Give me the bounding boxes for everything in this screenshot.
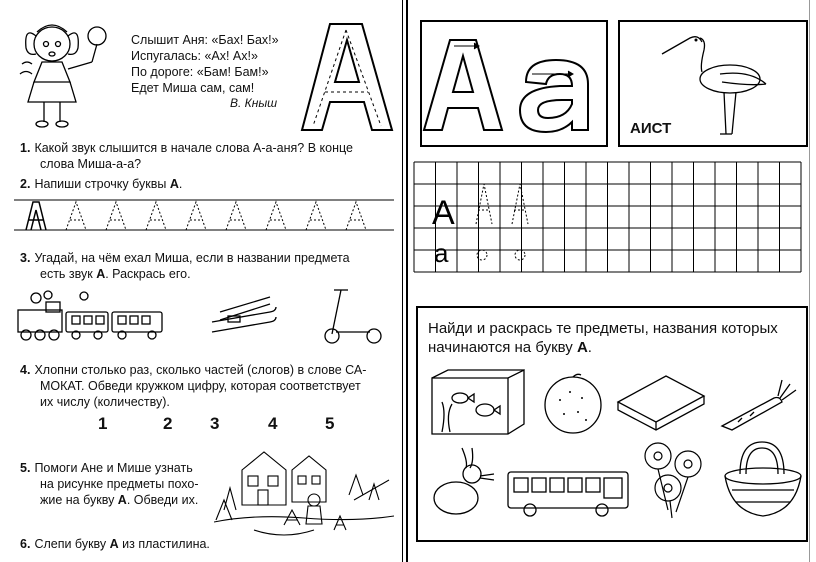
task-bold-letter: А xyxy=(96,267,106,281)
task-3 xyxy=(20,250,400,282)
poem xyxy=(131,32,279,96)
digit-option[interactable]: 5 xyxy=(325,414,335,433)
poem-line: По дороге: «Бам! Бам!» xyxy=(131,65,269,79)
task-text: слова Миша-а-а? xyxy=(40,157,142,171)
task-number: 1. xyxy=(20,141,31,155)
task-text-end: . xyxy=(178,177,183,191)
page-edge xyxy=(809,0,810,562)
task-text-end: . Обведи их. xyxy=(126,493,199,507)
girl-illustration xyxy=(12,14,117,132)
task-number: 5. xyxy=(20,461,31,475)
carrots-picture[interactable] xyxy=(718,376,802,432)
alphabet-book-picture[interactable] xyxy=(616,372,706,432)
instruction-text xyxy=(428,319,803,357)
grid-letter-upper: A xyxy=(432,194,455,232)
stork-label: АИСТ xyxy=(630,120,672,137)
task-text: на рисунке предметы похо- xyxy=(40,477,199,491)
instruction-bold-letter: А xyxy=(576,339,588,356)
task-text: Какой звук слышится в начале слова А-а-аня? В конце xyxy=(34,141,353,155)
stork-picture xyxy=(660,24,770,139)
task-text: Напиши строчку буквы xyxy=(34,177,170,191)
task-number: 6. xyxy=(20,537,31,551)
task-text: Слепи букву xyxy=(34,537,110,551)
letter-a-tracing-line xyxy=(14,196,394,236)
instruction-main: Найди и раскрась те предметы, названия которых начинаются на букву xyxy=(428,320,778,356)
digit-option[interactable]: 3 xyxy=(210,414,220,433)
task-1 xyxy=(20,140,400,172)
task-text: жие на букву xyxy=(40,493,118,507)
village-scene-picture xyxy=(214,440,394,540)
task-5 xyxy=(20,460,220,508)
task-text-end: . Раскрась его. xyxy=(105,267,191,281)
poem-line: Едет Миша сам, сам! xyxy=(131,81,255,95)
aquarium-picture[interactable] xyxy=(430,368,526,436)
digit-option[interactable]: 4 xyxy=(268,414,278,433)
task-text: Угадай, на чём ехал Миша, если в названии предмета xyxy=(34,251,350,265)
task-text: их числу (количеству). xyxy=(40,395,170,409)
instruction-end: . xyxy=(587,339,592,356)
skis-picture xyxy=(210,292,280,337)
task-bold-letter: А xyxy=(169,177,179,191)
basket-picture[interactable] xyxy=(720,440,806,520)
task-number: 2. xyxy=(20,177,31,191)
task-6 xyxy=(20,536,400,552)
grid-letter-lower: a xyxy=(434,238,449,268)
rabbit-picture[interactable] xyxy=(428,446,498,518)
task-text: Хлопни столько раз, сколько частей (слогов) в слове СА- xyxy=(34,363,367,377)
task-number: 3. xyxy=(20,251,31,265)
asters-picture[interactable] xyxy=(640,440,710,520)
right-page xyxy=(400,0,816,562)
stork-box xyxy=(618,20,808,147)
bus-picture[interactable] xyxy=(506,468,634,518)
letter-aa-outline xyxy=(422,22,606,145)
task-text: МОКАТ. Обведи кружком цифру, которая соответствует xyxy=(40,379,361,393)
train-picture xyxy=(16,290,166,342)
task-4 xyxy=(20,362,400,410)
task-number: 4. xyxy=(20,363,31,377)
big-letter-a-outline xyxy=(300,22,395,134)
orange-picture[interactable] xyxy=(540,370,606,436)
left-page xyxy=(0,0,400,562)
scooter-picture xyxy=(322,286,384,346)
poem-line: Испугалась: «Ах! Ах!» xyxy=(131,49,258,63)
letter-aa-box xyxy=(420,20,608,147)
task-bold-letter: А xyxy=(109,537,119,551)
poem-author: В. Кныш xyxy=(230,96,278,110)
task-text-end: из пластилина. xyxy=(118,537,210,551)
digit-option[interactable]: 1 xyxy=(98,414,108,433)
task-2 xyxy=(20,176,400,192)
digit-option[interactable]: 2 xyxy=(163,414,173,433)
poem-line: Слышит Аня: «Бах! Бах!» xyxy=(131,33,279,47)
writing-grid xyxy=(412,158,808,276)
task-text: есть звук xyxy=(40,267,97,281)
task-bold-letter: А xyxy=(117,493,127,507)
task-text: Помоги Ане и Мише узнать xyxy=(34,461,193,475)
